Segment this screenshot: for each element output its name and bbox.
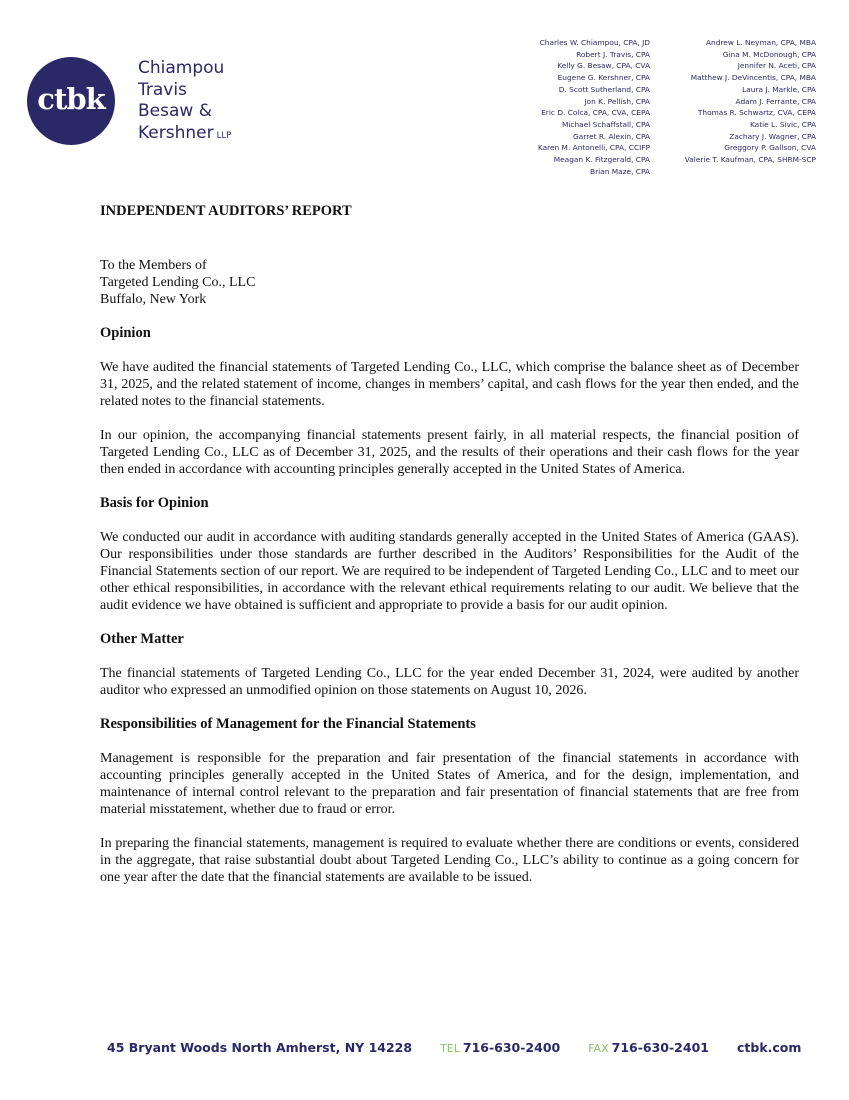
- section-paragraph: Management is responsible for the preparation and fair presentation of the financial statements in accordance with accounting principles generally accepted in the United States of America, and for the design, implementation, and maintenance of internal control relevant to the preparation and fair presentation of financial statements that are free from material misstatement, whether due to fraud or error.: [100, 751, 799, 817]
- section-paragraph: We conducted our audit in accordance with auditing standards generally accepted in the United States of America (GAAS). Our responsibilities under those standards are further described in the Auditors’ Responsibilities for the Audit of the Financial Statements section of our report. We are required to be independent of Targeted Lending Co., LLC and to meet our other ethical responsibilities, in accordance with the relevant ethical requirements relating to our audit. We believe that the audit evidence we have obtained is sufficient and appropriate to provide a basis for our audit opinion.: [100, 530, 799, 613]
- section-heading: Opinion: [100, 325, 151, 341]
- partner-name: Eric D. Colca, CPA, CVA, CEPA: [541, 108, 650, 118]
- report-body: [100, 203, 799, 886]
- partner-name: Jon K. Pellish, CPA: [584, 96, 650, 106]
- partner-name: Laura J. Markle, CPA: [742, 84, 816, 94]
- partner-name: D. Scott Sutherland, CPA: [558, 84, 650, 94]
- section-heading: Responsibilities of Management for the Financial Statements: [100, 716, 476, 732]
- firm-suffix: LLP: [216, 130, 232, 141]
- partner-name: Charles W. Chiampou, CPA, JD: [539, 38, 650, 47]
- report-title: INDEPENDENT AUDITORS’ REPORT: [100, 203, 352, 219]
- firm-name: [138, 58, 231, 147]
- addressee: [100, 257, 799, 308]
- footer-tel-label: TEL: [440, 1042, 460, 1055]
- footer-fax-label: FAX: [588, 1042, 609, 1055]
- firm-name-line: Travis: [138, 79, 187, 100]
- partners-column-1: [538, 37, 650, 177]
- report-sections: [100, 325, 799, 886]
- addressee-line: To the Members of: [100, 258, 207, 273]
- section-paragraph: The financial statements of Targeted Lending Co., LLC for the year ended December 31, 2024, were audited by another auditor who expressed an unmodified opinion on those statements on August 10, 2026.: [100, 666, 799, 698]
- addressee-line: Buffalo, New York: [100, 292, 207, 307]
- partner-name: Meagan K. Fitzgerald, CPA: [553, 155, 650, 165]
- partner-name: Robert J. Travis, CPA: [576, 49, 650, 59]
- footer-fax: 716-630-2401: [611, 1040, 709, 1055]
- section-heading: Basis for Opinion: [100, 495, 209, 511]
- firm-name-line: Besaw &: [138, 101, 212, 121]
- partner-name: Matthew J. DeVincentis, CPA, MBA: [690, 73, 816, 83]
- firm-name-line: Kershner: [138, 122, 214, 143]
- section-heading: Other Matter: [100, 631, 184, 647]
- firm-name-line: Chiampou: [138, 58, 225, 78]
- partner-name: Karen M. Antonelli, CPA, CCIFP: [537, 143, 650, 153]
- partner-name: Gina M. McDonough, CPA: [722, 49, 816, 59]
- footer-website: ctbk.com: [736, 1040, 802, 1055]
- partners-column-2: [685, 37, 816, 166]
- section-paragraph: In our opinion, the accompanying financial statements present fairly, in all material respects, the financial position of Targeted Lending Co., LLC as of December 31, 2025, and the results of their operations and their cash flows for the year then ended in accordance with accounting principles generally accepted in the United States of America.: [100, 428, 799, 477]
- addressee-line: Targeted Lending Co., LLC: [100, 275, 256, 290]
- partner-name: Thomas R. Schwartz, CVA, CEPA: [697, 108, 816, 118]
- partner-name: Michael Schaffstall, CPA: [562, 119, 650, 129]
- partner-name: Kelly G. Besaw, CPA, CVA: [557, 61, 650, 71]
- partner-name: Zachary J. Wagner, CPA: [729, 131, 816, 141]
- logo-text: ctbk: [37, 82, 105, 116]
- section-paragraph: In preparing the financial statements, management is required to evaluate whether there are conditions or events, considered in the aggregate, that raise substantial doubt about Targeted Lending Co., LLC’s ability to continue as a going concern for one year after the date that the financial statements are available to be issued.: [100, 836, 799, 885]
- partner-name: Eugene G. Kershner, CPA: [557, 73, 650, 83]
- partner-name: Garret R. Alexin, CPA: [573, 131, 650, 141]
- partner-name: Andrew L. Neyman, CPA, MBA: [705, 38, 816, 47]
- footer: [107, 1040, 801, 1055]
- footer-tel: 716-630-2400: [462, 1040, 561, 1055]
- firm-logo: [27, 57, 115, 145]
- section-paragraph: We have audited the financial statements of Targeted Lending Co., LLC, which comprise the balance sheet as of December 31, 2025, and the related statement of income, changes in members’ capital, and cash flows for the year then ended, and the related notes to the financial statements.: [100, 360, 799, 409]
- footer-address: 45 Bryant Woods North Amherst, NY 14228: [107, 1040, 413, 1055]
- partner-name: Katie L. Sivic, CPA: [749, 119, 816, 129]
- partner-name: Brian Maze, CPA: [590, 166, 650, 176]
- partner-name: Greggory P. Gallson, CVA: [724, 143, 816, 153]
- partner-name: Adam J. Ferrante, CPA: [735, 96, 816, 106]
- partner-name: Valerie T. Kaufman, CPA, SHRM-SCP: [684, 155, 816, 165]
- partner-name: Jennifer N. Aceti, CPA: [737, 61, 816, 71]
